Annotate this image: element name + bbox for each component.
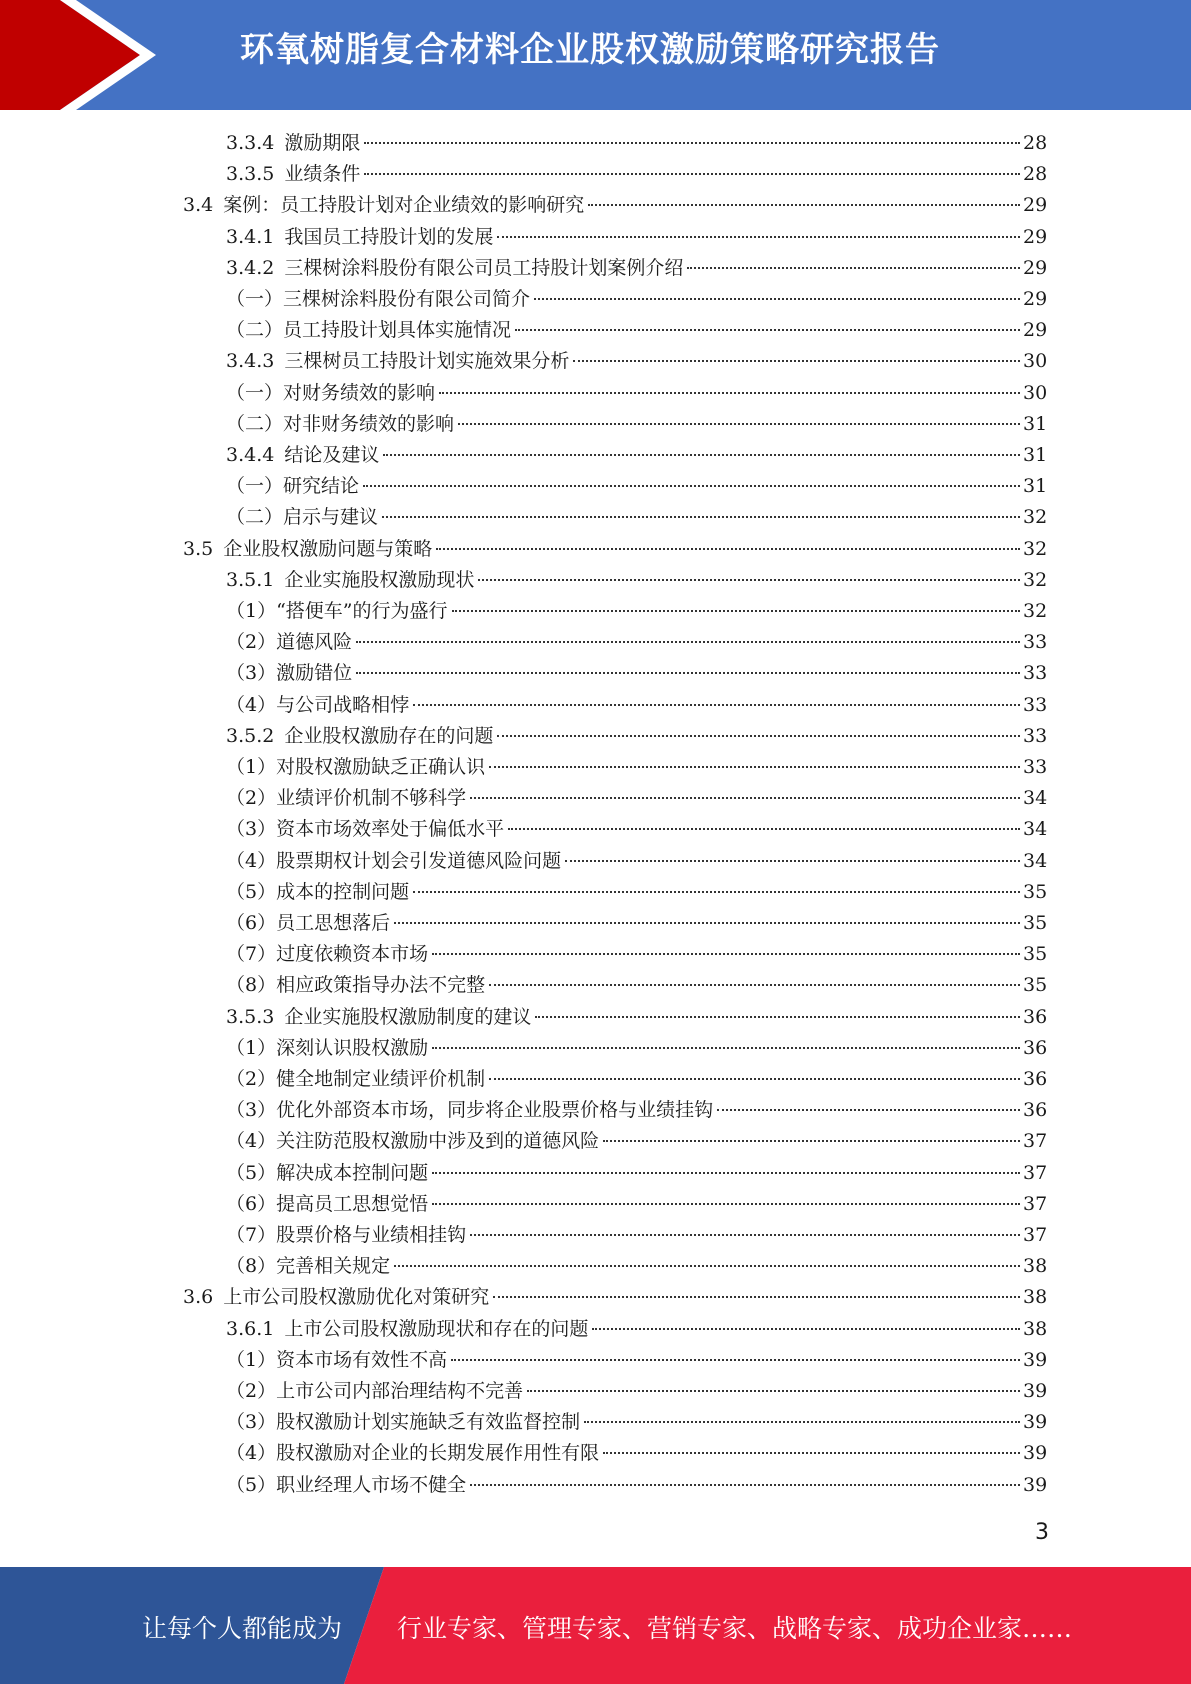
toc-entry-page: 35 (1023, 974, 1048, 996)
toc-dot-leader (497, 735, 1020, 737)
toc-entry-page: 32 (1023, 538, 1048, 560)
toc-dot-leader (364, 173, 1020, 175)
toc-entry-title: 激励期限 (284, 132, 361, 154)
toc-entry-title: （4）关注防范股权激励中涉及到的道德风险 (226, 1130, 600, 1152)
toc-entry[interactable] (226, 721, 1047, 752)
toc-dot-leader (592, 1328, 1020, 1330)
toc-entry-title: （4）与公司战略相悖 (226, 694, 410, 716)
toc-entry[interactable] (226, 1158, 1047, 1189)
toc-entry-page: 34 (1023, 787, 1048, 809)
toc-entry-page: 32 (1023, 569, 1048, 591)
toc-entry-number: 3.5.2 (226, 725, 275, 747)
toc-entry-title: （一）三棵树涂料股份有限公司简介 (226, 288, 531, 310)
toc-dot-leader (356, 672, 1020, 674)
toc-dot-leader (394, 1265, 1020, 1267)
toc-entry-page: 28 (1023, 132, 1048, 154)
toc-entry-title: （7）股票价格与业绩相挂钩 (226, 1224, 467, 1246)
toc-dot-leader (584, 1421, 1020, 1423)
toc-entry-title: （6）提高员工思想觉悟 (226, 1193, 429, 1215)
toc-entry-page: 39 (1023, 1349, 1048, 1371)
toc-entry-title: 企业实施股权激励现状 (284, 569, 475, 591)
toc-entry-page: 30 (1023, 382, 1048, 404)
toc-dot-leader (493, 1296, 1020, 1298)
toc-entry[interactable] (183, 1282, 1047, 1313)
toc-entry-number: 3.4.1 (226, 226, 275, 248)
toc-dot-leader (432, 1172, 1020, 1174)
toc-entry-title: （5）职业经理人市场不健全 (226, 1474, 467, 1496)
toc-entry-number: 3.4.3 (226, 350, 275, 372)
toc-entry[interactable] (226, 565, 1047, 596)
toc-entry-number: 3.5 (183, 538, 214, 560)
toc-entry-page: 28 (1023, 163, 1048, 185)
toc-entry[interactable] (226, 658, 1047, 689)
toc-entry-title: （6）员工思想落后 (226, 912, 391, 934)
toc-entry-page: 29 (1023, 319, 1048, 341)
toc-dot-leader (573, 360, 1020, 362)
toc-entry[interactable] (226, 440, 1047, 471)
toc-dot-leader (497, 236, 1020, 238)
toc-entry-title: （一）对财务绩效的影响 (226, 382, 436, 404)
toc-dot-leader (508, 828, 1020, 830)
toc-entry[interactable] (183, 190, 1047, 221)
toc-entry-page: 33 (1023, 662, 1048, 684)
toc-dot-leader (478, 579, 1020, 581)
toc-entry-page: 32 (1023, 506, 1048, 528)
toc-entry-page: 32 (1023, 600, 1048, 622)
toc-entry[interactable] (226, 939, 1047, 970)
toc-entry-title: 案例：员工持股计划对企业绩效的影响研究 (223, 194, 585, 216)
toc-entry-number: 3.5.3 (226, 1006, 275, 1028)
toc-dot-leader (687, 267, 1020, 269)
toc-entry[interactable] (226, 1220, 1047, 1251)
toc-entry-title: （8）相应政策指导办法不完整 (226, 974, 486, 996)
footer-slogan-right: 行业专家、管理专家、营销专家、战略专家、成功企业家…… (397, 1614, 1073, 1643)
toc-dot-leader (534, 298, 1020, 300)
toc-entry-number: 3.3.5 (226, 163, 275, 185)
toc-entry[interactable] (226, 1438, 1047, 1469)
toc-entry-title: （二）启示与建议 (226, 506, 379, 528)
toc-entry-page: 34 (1023, 818, 1048, 840)
toc-entry-title: 我国员工持股计划的发展 (284, 226, 494, 248)
toc-entry-page: 29 (1023, 194, 1048, 216)
toc-entry[interactable] (226, 378, 1047, 409)
toc-entry[interactable] (226, 846, 1047, 877)
toc-entry-title: （5）成本的控制问题 (226, 881, 410, 903)
toc-entry-title: （1）资本市场有效性不高 (226, 1349, 448, 1371)
toc-entry-page: 36 (1023, 1068, 1048, 1090)
toc-entry[interactable] (183, 534, 1047, 565)
toc-entry[interactable] (226, 159, 1047, 190)
toc-entry-title: （3）股权激励计划实施缺乏有效监督控制 (226, 1411, 581, 1433)
toc-entry-page: 33 (1023, 631, 1048, 653)
toc-dot-leader (603, 1452, 1020, 1454)
toc-entry-page: 31 (1023, 475, 1048, 497)
toc-dot-leader (356, 641, 1020, 643)
toc-entry-page: 29 (1023, 226, 1048, 248)
toc-entry-title: 企业实施股权激励制度的建议 (284, 1006, 532, 1028)
toc-entry-page: 39 (1023, 1411, 1048, 1433)
toc-entry-title: （一）研究结论 (226, 475, 360, 497)
toc-dot-leader (470, 1484, 1020, 1486)
toc-entry[interactable] (226, 128, 1047, 159)
toc-entry[interactable] (226, 284, 1047, 315)
toc-entry[interactable] (226, 1126, 1047, 1157)
toc-entry-number: 3.6.1 (226, 1318, 275, 1340)
toc-dot-leader (527, 1390, 1020, 1392)
toc-dot-leader (489, 766, 1020, 768)
toc-entry-title: （2）健全地制定业绩评价机制 (226, 1068, 486, 1090)
toc-entry-title: （2）业绩评价机制不够科学 (226, 787, 467, 809)
page-number: 3 (1035, 1520, 1049, 1545)
toc-entry-title: 企业股权激励问题与策略 (223, 538, 433, 560)
toc-entry[interactable] (226, 1095, 1047, 1126)
toc-entry[interactable] (226, 409, 1047, 440)
toc-entry-title: 业绩条件 (284, 163, 361, 185)
toc-dot-leader (535, 1016, 1020, 1018)
toc-dot-leader (432, 1203, 1020, 1205)
toc-dot-leader (439, 392, 1020, 394)
toc-entry-page: 37 (1023, 1224, 1048, 1246)
toc-entry-page: 33 (1023, 694, 1048, 716)
footer-slogan-left: 让每个人都能成为 (142, 1614, 343, 1643)
toc-entry-page: 33 (1023, 725, 1048, 747)
toc-entry-title: （3）优化外部资本市场，同步将企业股票价格与业绩挂钩 (226, 1099, 714, 1121)
toc-entry-title: （3）激励错位 (226, 662, 353, 684)
toc-dot-leader (383, 454, 1020, 456)
toc-entry[interactable] (226, 315, 1047, 346)
toc-dot-leader (717, 1109, 1020, 1111)
toc-dot-leader (489, 984, 1020, 986)
toc-entry-page: 36 (1023, 1037, 1048, 1059)
toc-entry[interactable] (226, 752, 1047, 783)
toc-entry-page: 33 (1023, 756, 1048, 778)
toc-entry-page: 35 (1023, 912, 1048, 934)
toc-entry-title: （4）股权激励对企业的长期发展作用性有限 (226, 1442, 600, 1464)
toc-entry-title: （1）“搭便车”的行为盛行 (226, 600, 448, 622)
toc-entry-title: （5）解决成本控制问题 (226, 1162, 429, 1184)
toc-entry-page: 31 (1023, 413, 1048, 435)
toc-entry-title: 三棵树员工持股计划实施效果分析 (284, 350, 570, 372)
toc-entry[interactable] (226, 1407, 1047, 1438)
toc-entry[interactable] (226, 877, 1047, 908)
toc-entry-title: （8）完善相关规定 (226, 1255, 391, 1277)
toc-entry[interactable] (226, 908, 1047, 939)
toc-entry[interactable] (226, 690, 1047, 721)
toc-dot-leader (363, 485, 1020, 487)
toc-entry-title: 结论及建议 (284, 444, 380, 466)
toc-entry-title: 三棵树涂料股份有限公司员工持股计划案例介绍 (284, 257, 684, 279)
toc-dot-leader (603, 1140, 1020, 1142)
toc-entry-page: 31 (1023, 444, 1048, 466)
toc-dot-leader (432, 1047, 1020, 1049)
toc-entry[interactable] (226, 1064, 1047, 1095)
toc-entry[interactable] (226, 253, 1047, 284)
toc-entry-page: 35 (1023, 881, 1048, 903)
toc-dot-leader (588, 204, 1020, 206)
toc-entry[interactable] (226, 1002, 1047, 1033)
toc-dot-leader (364, 142, 1020, 144)
toc-entry-page: 29 (1023, 257, 1048, 279)
toc-entry[interactable] (226, 1470, 1047, 1501)
toc-entry[interactable] (226, 222, 1047, 253)
toc-entry-number: 3.4.4 (226, 444, 275, 466)
toc-entry[interactable] (226, 627, 1047, 658)
toc-dot-leader (436, 548, 1020, 550)
toc-dot-leader (432, 953, 1020, 955)
toc-entry-page: 36 (1023, 1099, 1048, 1121)
toc-entry[interactable] (226, 1314, 1047, 1345)
toc-dot-leader (413, 704, 1020, 706)
toc-dot-leader (394, 922, 1020, 924)
toc-entry-page: 38 (1023, 1318, 1048, 1340)
toc-entry-page: 37 (1023, 1193, 1048, 1215)
page-header (0, 0, 1191, 110)
toc-dot-leader (382, 516, 1020, 518)
toc-entry-title: 企业股权激励存在的问题 (284, 725, 494, 747)
toc-entry-title: （4）股票期权计划会引发道德风险问题 (226, 850, 562, 872)
toc-entry-page: 38 (1023, 1286, 1048, 1308)
toc-entry[interactable] (226, 346, 1047, 377)
toc-dot-leader (451, 1359, 1020, 1361)
toc-entry-page: 30 (1023, 350, 1048, 372)
toc-entry-number: 3.6 (183, 1286, 214, 1308)
toc-entry-page: 37 (1023, 1162, 1048, 1184)
toc-entry-page: 34 (1023, 850, 1048, 872)
toc-dot-leader (515, 329, 1020, 331)
toc-entry-page: 39 (1023, 1442, 1048, 1464)
toc-entry-title: （二）员工持股计划具体实施情况 (226, 319, 512, 341)
toc-dot-leader (470, 1234, 1020, 1236)
toc-dot-leader (565, 860, 1020, 862)
toc-entry-page: 38 (1023, 1255, 1048, 1277)
toc-entry[interactable] (226, 596, 1047, 627)
toc-entry-title: （2）道德风险 (226, 631, 353, 653)
toc-entry-number: 3.4 (183, 194, 214, 216)
toc-entry-number: 3.4.2 (226, 257, 275, 279)
toc-dot-leader (489, 1078, 1020, 1080)
toc-entry[interactable] (226, 783, 1047, 814)
toc-entry-title: 上市公司股权激励优化对策研究 (223, 1286, 490, 1308)
toc-entry-title: （1）对股权激励缺乏正确认识 (226, 756, 486, 778)
toc-entry[interactable] (226, 471, 1047, 502)
toc-entry[interactable] (226, 1189, 1047, 1220)
toc-entry-page: 36 (1023, 1006, 1048, 1028)
toc-entry[interactable] (226, 1033, 1047, 1064)
toc-entry-number: 3.5.1 (226, 569, 275, 591)
toc-entry-page: 35 (1023, 943, 1048, 965)
toc-dot-leader (458, 423, 1020, 425)
toc-entry-number: 3.3.4 (226, 132, 275, 154)
toc-entry-page: 29 (1023, 288, 1048, 310)
toc-entry-page: 39 (1023, 1474, 1048, 1496)
toc-entry-page: 39 (1023, 1380, 1048, 1402)
toc-entry[interactable] (226, 1251, 1047, 1282)
toc-dot-leader (452, 610, 1020, 612)
toc-entry-title: （7）过度依赖资本市场 (226, 943, 429, 965)
report-title: 环氧树脂复合材料企业股权激励策略研究报告 (240, 30, 940, 70)
toc-entry-title: （3）资本市场效率处于偏低水平 (226, 818, 505, 840)
toc-dot-leader (413, 891, 1020, 893)
toc-entry[interactable] (226, 502, 1047, 533)
page-footer (0, 1567, 1191, 1684)
toc-entry[interactable] (226, 1376, 1047, 1407)
toc-dot-leader (470, 797, 1020, 799)
toc-entry-page: 37 (1023, 1130, 1048, 1152)
toc-entry-title: （二）对非财务绩效的影响 (226, 413, 455, 435)
toc-entry[interactable] (226, 1345, 1047, 1376)
toc-entry-title: （2）上市公司内部治理结构不完善 (226, 1380, 524, 1402)
header-arrow-decoration (0, 0, 160, 110)
toc-entry-title: （1）深刻认识股权激励 (226, 1037, 429, 1059)
toc-entry[interactable] (226, 814, 1047, 845)
toc-entry-title: 上市公司股权激励现状和存在的问题 (284, 1318, 589, 1340)
toc-entry[interactable] (226, 970, 1047, 1001)
